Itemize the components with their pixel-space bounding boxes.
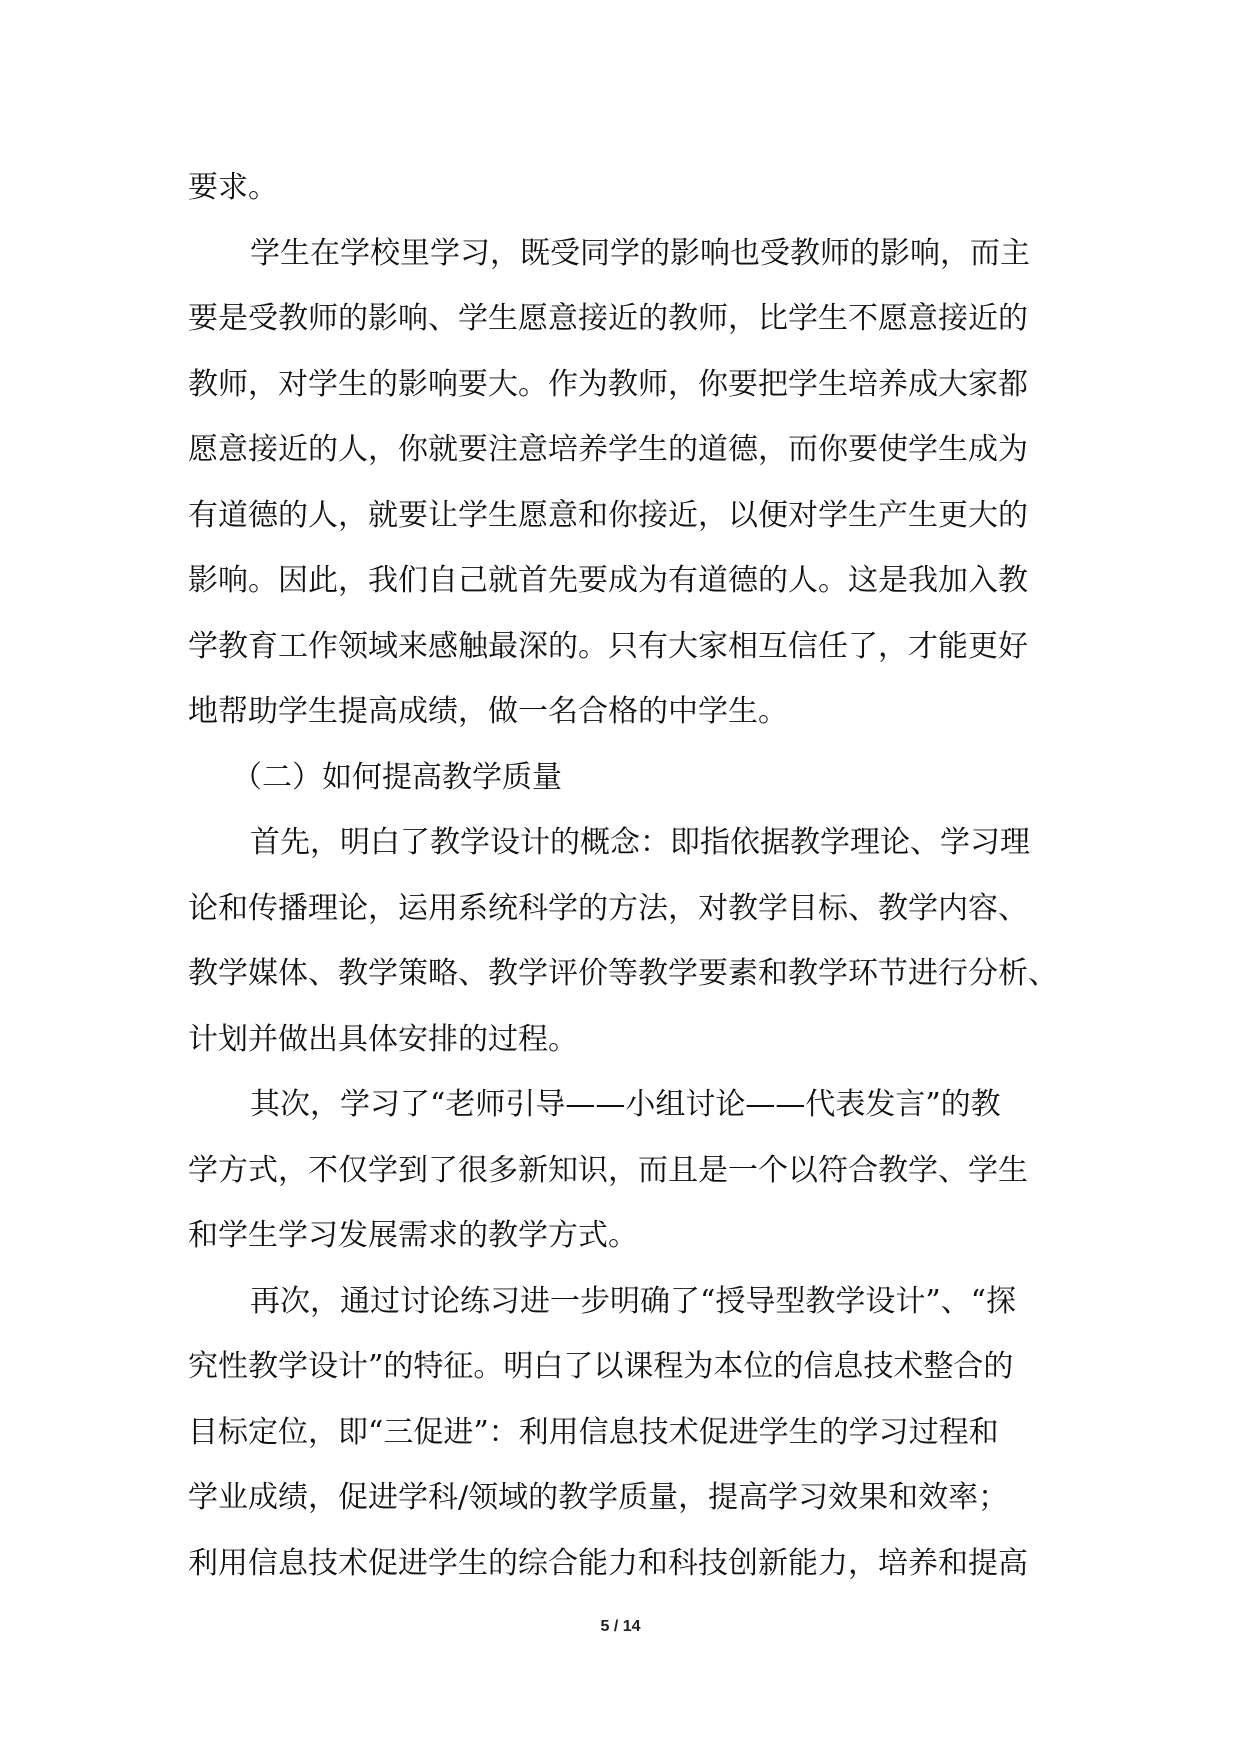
text-line: 计划并做出具体安排的过程。 — [188, 1021, 578, 1057]
text-line: 有道德的人，就要让学生愿意和你接近，以便对学生产生更大的 — [188, 497, 1028, 533]
text-line: 究性教学设计”的特征。明白了以课程为本位的信息技术整合的 — [188, 1349, 1014, 1384]
paragraph-start-line: 再次，通过讨论练习进一步明确了“授导型教学设计”、“探 — [250, 1283, 1017, 1319]
text-line: 要是受教师的影响、学生愿意接近的教师，比学生不愿意接近的 — [188, 301, 1028, 336]
text-line: 学教育工作领域来感触最深的。只有大家相互信任了，才能更好 — [188, 628, 1028, 664]
text-line: 影响。因此，我们自己就首先要成为有道德的人。这是我加入教 — [188, 563, 1028, 598]
text-line: 学方式，不仅学到了很多新知识，而且是一个以符合教学、学生 — [188, 1152, 1028, 1188]
paragraph-start-line: 其次，学习了“老师引导——小组讨论——代表发言”的教 — [250, 1087, 1001, 1122]
paragraph-start-line: 首先，明白了教学设计的概念：即指依据教学理论、学习理 — [250, 825, 1030, 860]
text-line: 学业成绩，促进学科/领域的教学质量，提高学习效果和效率； — [188, 1480, 1009, 1515]
text-line: 和学生学习发展需求的教学方式。 — [188, 1218, 638, 1253]
text-line: 论和传播理论，运用系统科学的方法，对教学目标、教学内容、 — [188, 890, 1028, 926]
text-line: 利用信息技术促进学生的综合能力和科技创新能力，培养和提高 — [188, 1545, 1028, 1581]
text-line: 目标定位，即“三促进”：利用信息技术促进学生的学习过程和 — [188, 1414, 999, 1450]
body-text — [188, 155, 1068, 1596]
text-line: 教学媒体、教学策略、教学评价等教学要素和教学环节进行分析、 — [188, 956, 1058, 991]
page-number: 5 / 14 — [600, 1618, 641, 1635]
section-heading: （二）如何提高教学质量 — [232, 759, 562, 795]
text-line: 愿意接近的人，你就要注意培养学生的道德，而你要使学生成为 — [188, 432, 1028, 467]
paragraph-start-line: 学生在学校里学习，既受同学的影响也受教师的影响，而主 — [250, 235, 1030, 271]
text-line: 要求。 — [188, 170, 278, 205]
text-line: 地帮助学生提高成绩，做一名合格的中学生。 — [188, 694, 788, 729]
text-line: 教师，对学生的影响要大。作为教师，你要把学生培养成大家都 — [188, 366, 1028, 402]
